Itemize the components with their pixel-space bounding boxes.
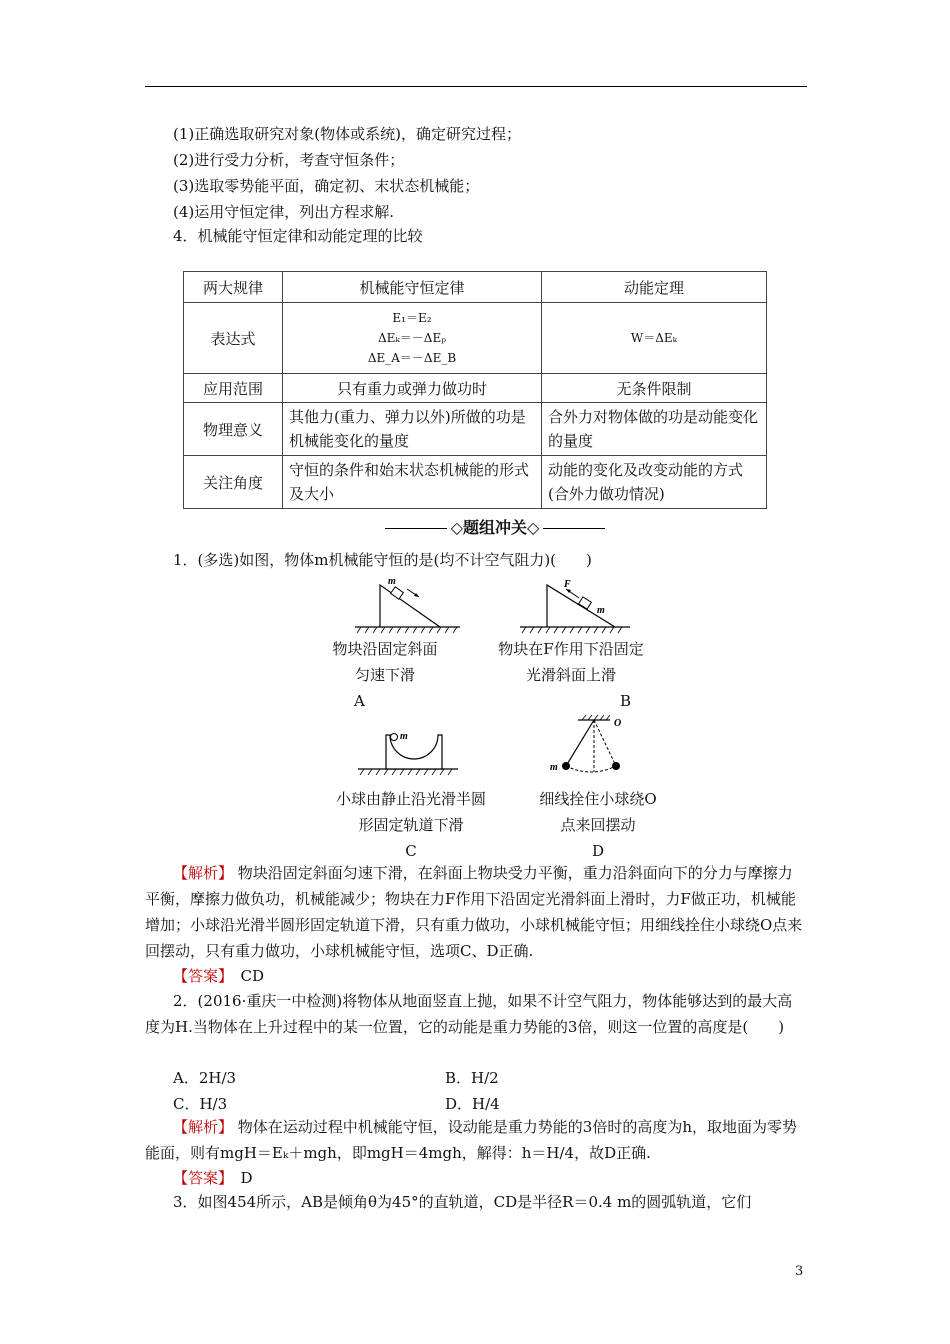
- q2-option: C．H/3: [173, 1095, 228, 1113]
- table-row: [184, 303, 767, 374]
- analysis-tag: 【解析】: [173, 864, 234, 882]
- label-m: m: [400, 731, 408, 742]
- q1-answer: [173, 966, 264, 986]
- step-4: (4)运用守恒定律，列出方程求解.: [173, 203, 395, 221]
- group-header-text: ◇题组冲关◇: [450, 518, 540, 537]
- table-row: [184, 403, 767, 456]
- caption-line: 光滑斜面上滑: [525, 666, 616, 684]
- option-label-a: A: [354, 692, 365, 710]
- row-label: 应用范围: [184, 374, 283, 403]
- expr-cell: [283, 303, 542, 374]
- row-right: 动能的变化及改变动能的方式(合外力做功情况): [542, 456, 767, 509]
- caption-d: [520, 786, 676, 864]
- figure-d-pendulum: [542, 712, 662, 782]
- caption-line: 物块沿固定斜面: [332, 640, 438, 658]
- analysis-text: 物体在运动过程中机械能守恒，设动能是重力势能的3倍时的高度为h，取地面为零势能面，则有mgH＝Eₖ＋mgh，即mgH＝4mgh，解得：h＝H/4，故D正确.: [145, 1118, 798, 1162]
- row-label: 表达式: [184, 303, 283, 374]
- option-label-d: D: [591, 842, 605, 860]
- q2-stem: 2．(2016·重庆一中检测)将物体从地面竖直上抛，如果不计空气阻力，物体能够达到的最大高度为H.当物体在上升过程中的某一位置，它的动能是重力势能的3倍，则这一位置的高度是( ): [145, 992, 793, 1036]
- step-3: (3)选取零势能平面，确定初、末状态机械能；: [173, 177, 480, 195]
- label-m: m: [388, 576, 396, 587]
- label-o: O: [614, 718, 622, 729]
- answer-tag: 【答案】: [173, 967, 226, 985]
- q2-answer: [173, 1168, 253, 1188]
- figure-a-incline: [355, 575, 465, 635]
- expr-line: ΔE_A＝－ΔE_B: [367, 351, 457, 365]
- q2-option: B．H/2: [445, 1069, 499, 1087]
- row-left: 守恒的条件和始末状态机械能的形式及大小: [283, 456, 542, 509]
- caption-line: 形固定轨道下滑: [358, 816, 464, 834]
- header-rule: [145, 86, 807, 87]
- table-row: [184, 456, 767, 509]
- caption-c: [316, 786, 506, 864]
- caption-a: [320, 636, 450, 714]
- step-2: (2)进行受力分析，考查守恒条件；: [173, 151, 405, 169]
- label-f: F: [564, 579, 571, 590]
- q2-option: D．H/4: [445, 1095, 500, 1113]
- page-number: 3: [795, 1264, 804, 1279]
- row-right: 无条件限制: [542, 374, 767, 403]
- figure-b-incline-force: [520, 575, 640, 635]
- figure-c-semicircle-track: [358, 725, 458, 775]
- q1-stem: 1．(多选)如图，物体m机械能守恒的是(均不计空气阻力)( ): [173, 551, 592, 569]
- q3-stem: 3．如图454所示，AB是倾角θ为45°的直轨道，CD是半径R＝0.4 m的圆弧轨道，它们: [173, 1193, 752, 1211]
- option-label-c: C: [405, 842, 417, 860]
- header-dash: [385, 528, 447, 529]
- q2-option: A．2H/3: [173, 1069, 237, 1087]
- table-header-row: [184, 272, 767, 303]
- header-dash: [543, 528, 605, 529]
- row-label: 关注角度: [184, 456, 283, 509]
- q1-analysis: [145, 860, 807, 964]
- answer-text: CD: [240, 967, 265, 985]
- section-title: 4．机械能守恒定律和动能定理的比较: [173, 227, 423, 245]
- expr-line: E₁＝E₂: [392, 311, 432, 325]
- table-row: [184, 374, 767, 403]
- caption-line: 匀速下滑: [354, 666, 415, 684]
- option-label-b: B: [620, 692, 632, 710]
- row-left: 其他力(重力、弹力以外)所做的功是机械能变化的量度: [283, 403, 542, 456]
- table-header-cell: 动能定理: [542, 272, 767, 303]
- caption-b: [478, 636, 664, 714]
- step-1: (1)正确选取研究对象(物体或系统)，确定研究过程；: [173, 125, 521, 143]
- analysis-tag: 【解析】: [173, 1118, 234, 1136]
- row-left: 只有重力或弹力做功时: [283, 374, 542, 403]
- caption-line: 物块在F作用下沿固定: [498, 640, 644, 658]
- answer-tag: 【答案】: [173, 1169, 226, 1187]
- row-right: 合外力对物体做的功是动能变化的量度: [542, 403, 767, 456]
- comparison-table: [183, 271, 767, 509]
- answer-text: D: [240, 1169, 253, 1187]
- caption-line: 小球由静止沿光滑半圆: [335, 790, 486, 808]
- q2-analysis: [145, 1114, 807, 1166]
- caption-line: 点来回摆动: [560, 816, 636, 834]
- group-header: [362, 515, 628, 538]
- label-m: m: [550, 762, 558, 773]
- analysis-text: 物块沿固定斜面匀速下滑，在斜面上物块受力平衡，重力沿斜面向下的分力与摩擦力平衡，摩擦力做负功，机械能减少；物块在力F作用下沿固定光滑斜面上滑时，力F做正功，机械能增加；小球沿光滑半圆形固定轨道下滑，只有重力做功，小球机械能守恒；用细线拴住小球绕O点来回摆动，只有重力做功，小球机械能守恒，选项C、D正确.: [145, 864, 803, 960]
- label-m: m: [597, 605, 605, 616]
- row-label: 物理意义: [184, 403, 283, 456]
- caption-line: 细线拴住小球绕O: [539, 790, 657, 808]
- expr-right: W＝ΔEₖ: [542, 303, 767, 374]
- table-header-cell: 机械能守恒定律: [283, 272, 542, 303]
- table-header-cell: 两大规律: [184, 272, 283, 303]
- expr-line: ΔEₖ＝－ΔEₚ: [377, 331, 447, 345]
